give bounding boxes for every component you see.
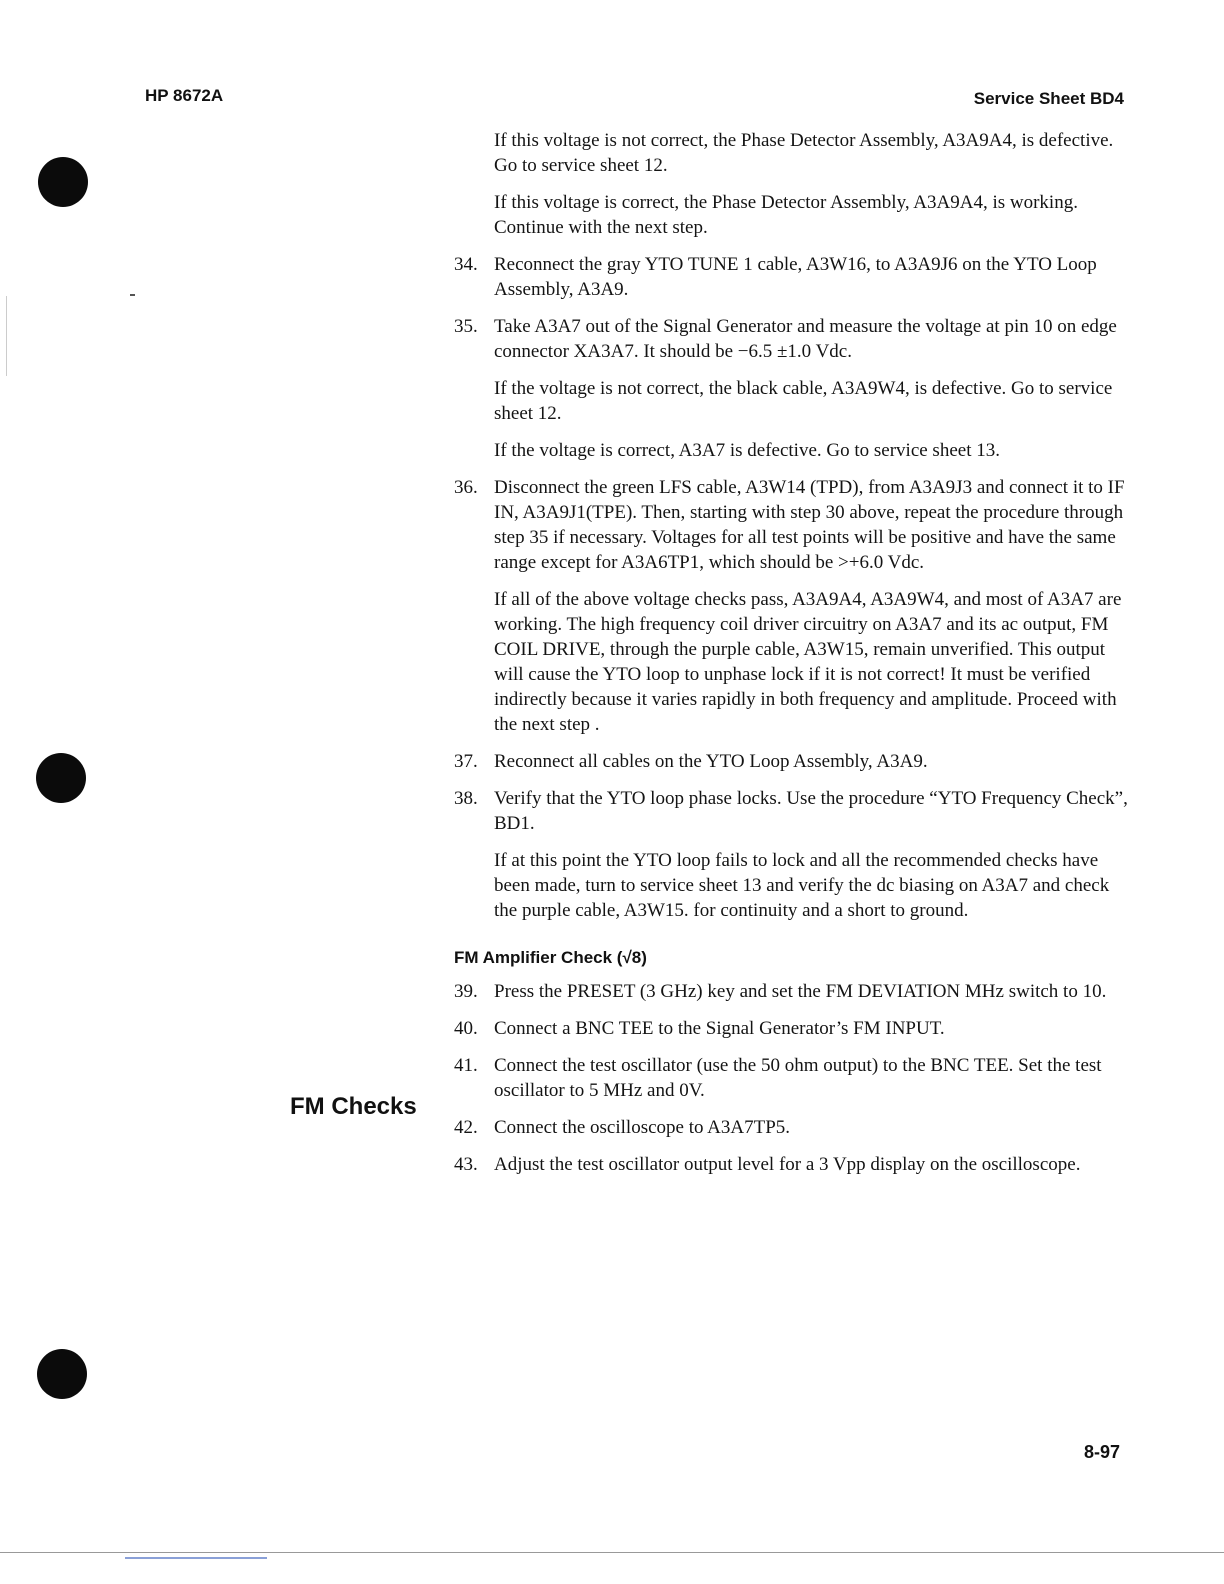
paragraph: If this voltage is correct, the Phase Detector Assembly, A3A9A4, is working. Continue with the next step. bbox=[494, 192, 1078, 238]
step-text: Reconnect the gray YTO TUNE 1 cable, A3W16, to A3A9J6 on the YTO Loop Assembly, A3A9. bbox=[494, 254, 1097, 300]
step-number: 38. bbox=[454, 788, 478, 809]
header-service-sheet: Service Sheet BD4 bbox=[973, 89, 1124, 108]
step-text: Connect the test oscillator (use the 50 ohm output) to the BNC TEE. Set the test oscillator to 5 MHz and 0V. bbox=[494, 1055, 1102, 1101]
section-title: FM Checks bbox=[290, 1093, 417, 1120]
step-number: 40. bbox=[454, 1018, 478, 1039]
scan-mark bbox=[130, 294, 135, 296]
scan-edge-mark bbox=[6, 296, 7, 376]
step-34 bbox=[454, 252, 1129, 302]
step-text: Disconnect the green LFS cable, A3W14 (TPD), from A3A9J3 and connect it to IF IN, A3A9J1(TPE). Then, starting with step 30 above, repeat the procedure through step 35 if necessary. Voltages for all test points will be positive and have the same range except for A3A6TP1, which should be >+6.0 Vdc. bbox=[494, 477, 1125, 573]
bottom-scan-line bbox=[125, 1557, 267, 1559]
paragraph: If this voltage is not correct, the Phase Detector Assembly, A3A9A4, is defective. Go to service sheet 12. bbox=[494, 130, 1114, 176]
step-number: 42. bbox=[454, 1117, 478, 1138]
step-number: 34. bbox=[454, 254, 478, 275]
step-35 bbox=[454, 314, 1129, 364]
header-model: HP 8672A bbox=[145, 86, 224, 105]
binder-hole-bottom bbox=[37, 1349, 87, 1399]
step-40 bbox=[454, 1016, 1129, 1041]
subsection-heading: FM Amplifier Check (√8) bbox=[454, 948, 647, 967]
step-text: Take A3A7 out of the Signal Generator and measure the voltage at pin 10 on edge connector XA3A7. It should be −6.5 ±1.0 Vdc. bbox=[494, 316, 1117, 362]
step-number: 39. bbox=[454, 981, 478, 1002]
step-number: 41. bbox=[454, 1055, 478, 1076]
step-number: 37. bbox=[454, 751, 478, 772]
bottom-rule bbox=[0, 1552, 1224, 1553]
step-41 bbox=[454, 1053, 1129, 1103]
step-text: Connect a BNC TEE to the Signal Generator’s FM INPUT. bbox=[494, 1018, 945, 1039]
binder-hole-middle bbox=[36, 753, 86, 803]
step-text: Reconnect all cables on the YTO Loop Assembly, A3A9. bbox=[494, 751, 928, 772]
step-text: Verify that the YTO loop phase locks. Use the procedure “YTO Frequency Check”, BD1. bbox=[494, 788, 1128, 834]
page-number: 8-97 bbox=[1083, 1442, 1120, 1462]
step-37 bbox=[454, 749, 1129, 774]
step-36 bbox=[454, 475, 1129, 575]
step-text: Adjust the test oscillator output level for a 3 Vpp display on the oscilloscope. bbox=[494, 1154, 1081, 1175]
step-number: 43. bbox=[454, 1154, 478, 1175]
paragraph: If all of the above voltage checks pass, A3A9A4, A3A9W4, and most of A3A7 are working. The high frequency coil driver circuitry on A3A7 and its ac output, FM COIL DRIVE, through the purple cable, A3W15, remain unverified. This output will cause the YTO loop to unphase lock if it is not correct! It must be verified indirectly because it varies rapidly in both frequency and amplitude. Proceed with the next step . bbox=[494, 589, 1122, 735]
step-text: Connect the oscilloscope to A3A7TP5. bbox=[494, 1117, 791, 1138]
binder-hole-top bbox=[38, 157, 88, 207]
paragraph: If at this point the YTO loop fails to lock and all the recommended checks have been made, turn to service sheet 13 and verify the dc biasing on A3A7 and check the purple cable, A3W15. for continuity and a short to ground. bbox=[494, 850, 1110, 921]
paragraph: If the voltage is not correct, the black cable, A3A9W4, is defective. Go to service sheet 12. bbox=[494, 378, 1113, 424]
step-number: 36. bbox=[454, 477, 478, 498]
step-42 bbox=[454, 1115, 1129, 1140]
step-number: 35. bbox=[454, 316, 478, 337]
step-39 bbox=[454, 979, 1129, 1004]
step-43 bbox=[454, 1152, 1129, 1177]
step-38 bbox=[454, 786, 1129, 836]
step-text: Press the PRESET (3 GHz) key and set the FM DEVIATION MHz switch to 10. bbox=[494, 981, 1107, 1002]
paragraph: If the voltage is correct, A3A7 is defective. Go to service sheet 13. bbox=[494, 440, 1000, 461]
document-body bbox=[454, 128, 1129, 1189]
